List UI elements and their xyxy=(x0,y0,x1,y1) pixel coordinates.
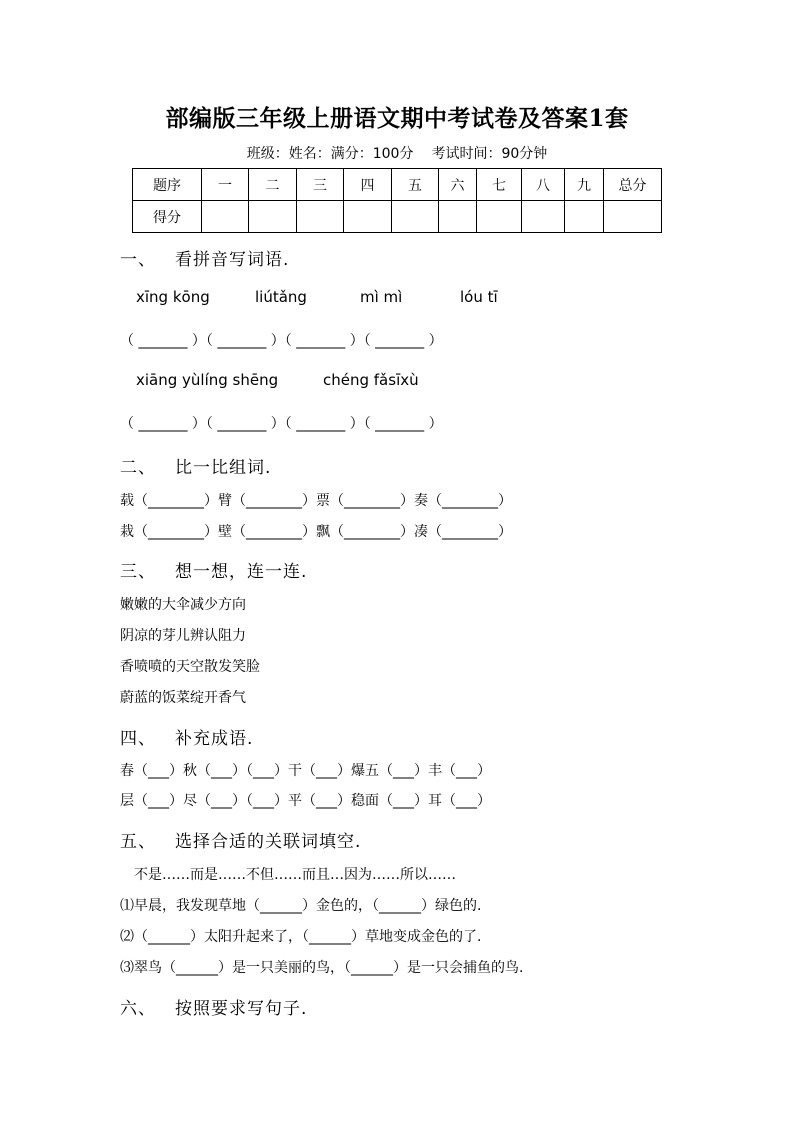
exam-info xyxy=(0,143,794,163)
section-title: 想一想，连一连. xyxy=(175,562,308,582)
section-number: 一、 xyxy=(120,250,156,270)
section-number: 六、 xyxy=(120,999,156,1019)
pinyin-item: xiāng yùlíng shēng xyxy=(136,371,279,389)
score-cell[interactable] xyxy=(392,201,439,233)
score-header-cell: 题序 xyxy=(133,169,202,201)
score-header-cell: 四 xyxy=(344,169,392,201)
score-header-cell: 五 xyxy=(392,169,439,201)
score-cell[interactable] xyxy=(249,201,297,233)
match-item: 阴凉的芽儿辨认阻力 xyxy=(120,628,246,644)
score-header-cell: 九 xyxy=(565,169,604,201)
match-item: 香喷喷的天空散发笑脸 xyxy=(120,659,260,675)
pinyin-item: xīng kōng xyxy=(136,288,210,306)
fill-sentence[interactable]: ⑶翠鸟（______）是一只美丽的鸟，（______）是一只会捕鱼的鸟. xyxy=(120,960,524,976)
section-heading xyxy=(120,453,271,478)
score-table xyxy=(132,168,662,233)
section-title: 补充成语. xyxy=(175,729,254,749)
score-cell[interactable] xyxy=(439,201,477,233)
section-title: 比一比组词. xyxy=(175,458,272,478)
score-table-score-row xyxy=(133,201,662,233)
score-cell[interactable] xyxy=(477,201,522,233)
section-heading xyxy=(120,245,289,270)
section-heading xyxy=(120,557,307,582)
section-title: 按照要求写句子. xyxy=(175,999,308,1019)
score-table-header-row xyxy=(133,169,662,201)
section-number: 五、 xyxy=(120,832,156,852)
fill-sentence[interactable]: ⑵（______）太阳升起来了，（______）草地变成金色的了. xyxy=(120,929,482,945)
score-cell[interactable] xyxy=(344,201,392,233)
score-cell[interactable] xyxy=(565,201,604,233)
pinyin-item: liútǎng xyxy=(255,288,307,306)
score-header-cell: 七 xyxy=(477,169,522,201)
section-heading xyxy=(120,724,253,749)
exam-info-left: 班级：姓名：满分：100分 xyxy=(246,146,414,162)
pinyin-item: lóu tī xyxy=(460,288,498,306)
fill-sentence[interactable]: ⑴早晨，我发现草地（______）金色的，（______）绿色的. xyxy=(120,898,482,914)
compare-row[interactable]: 载（________）臂（________）票（________）奏（________） xyxy=(120,493,512,509)
section-number: 三、 xyxy=(120,562,156,582)
pinyin-item: mì mì xyxy=(360,288,403,306)
section-title: 选择合适的关联词填空. xyxy=(175,832,362,852)
score-header-cell: 总分 xyxy=(604,169,662,201)
page-title: 部编版三年级上册语文期中考试卷及答案1套 xyxy=(165,105,629,132)
score-header-cell: 一 xyxy=(202,169,249,201)
section-number: 二、 xyxy=(120,458,156,478)
match-item: 蔚蓝的饭菜绽开香气 xyxy=(120,690,246,706)
score-cell[interactable] xyxy=(202,201,249,233)
section-title: 看拼音写词语. xyxy=(175,250,290,270)
connectives-list: 不是……而是……不但……而且…因为……所以…… xyxy=(134,867,456,883)
idiom-row[interactable]: 春（___）秋（___）（___）干（___）爆五（___）丰（___） xyxy=(120,763,491,779)
section-heading xyxy=(120,827,361,852)
score-header-cell: 六 xyxy=(439,169,477,201)
answer-blanks-row[interactable]: （ _______ ）（ _______ ）（ _______ ）（ _______ ） xyxy=(120,333,443,349)
section-heading xyxy=(120,994,307,1019)
score-header-cell: 三 xyxy=(297,169,344,201)
pinyin-item: chéng fǎsīxù xyxy=(323,371,419,389)
idiom-row[interactable]: 层（___）尽（___）（___）平（___）稳面（___）耳（___） xyxy=(120,793,491,809)
score-header-cell: 二 xyxy=(249,169,297,201)
section-number: 四、 xyxy=(120,729,156,749)
score-cell[interactable] xyxy=(297,201,344,233)
answer-blanks-row[interactable]: （ _______ ）（ _______ ）（ _______ ）（ _______ ） xyxy=(120,416,443,432)
score-row-label: 得分 xyxy=(133,201,202,233)
score-header-cell: 八 xyxy=(522,169,565,201)
score-cell[interactable] xyxy=(604,201,662,233)
match-item: 嫩嫩的大伞减少方向 xyxy=(120,597,246,613)
exam-info-right: 考试时间：90分钟 xyxy=(431,146,548,162)
compare-row[interactable]: 栽（________）壁（________）飘（________）凑（________） xyxy=(120,524,512,540)
score-cell[interactable] xyxy=(522,201,565,233)
